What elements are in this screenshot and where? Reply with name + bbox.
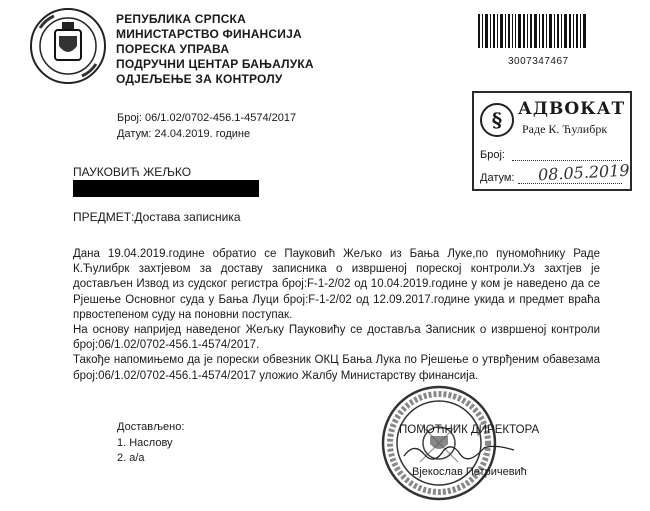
paragraph-icon: §	[480, 103, 514, 137]
body-paragraph-request: Дана 19.04.2019.године обратио се Пауковић Жељко из Бања Луке,по пуномоћнику Раде К.Ћулибрк захтјевом за доставу записника о извршеној пореској контроли.Уз захтјев је достављен Извод из судског регистра број:F-1-2/02 од 10.04.2019.године у ком је наведено да се Рјешење Основног суда у Бања Луци број:F-1-2/02 од 12.09.2017.године укида и предмет враћа првостепеном суду на поновни поступак.	[73, 248, 600, 321]
stamp-lawyer-name: Раде К. Ћулибрк	[522, 122, 608, 136]
stamp-datum-line	[518, 183, 622, 184]
body-paragraph-appeal: Такође напомињемо да је порески обвезник ОКЦ Бања Лука по Рјешење о утврђеним обавезама број:06/1.02/0702-456.1-4574/2017 уложио Жалбу Министарству финансија.	[73, 354, 600, 382]
header-line-regional-center: ПОДРУЧНИ ЦЕНТАР БАЊАЛУКА	[116, 57, 314, 71]
redacted-address	[73, 180, 259, 197]
header-line-tax-administration: ПОРЕСКА УПРАВА	[116, 42, 230, 56]
stamp-datum-handwritten: 08.05.2019	[537, 160, 631, 185]
stamp-title: АДВОКАТ	[518, 99, 626, 119]
reference-number: Број: 06/1.02/0702-456.1-4574/2017	[117, 112, 297, 124]
barcode-icon	[478, 14, 588, 48]
letter-body	[73, 247, 600, 384]
reference-date: Датум: 24.04.2019. године	[117, 128, 251, 140]
header-line-department: ОДЈЕЉЕЊЕ ЗА КОНТРОЛУ	[116, 72, 283, 86]
stamp-broj-label: Број:	[480, 149, 505, 161]
delivery-item-1: 1. Наслову	[117, 437, 173, 449]
body-paragraph-delivery: На основу напријед наведеног Жељку Пауковићу се доставља Записник о извршеној контроли број:06/1.02/0702-456.1-4574/2017.	[73, 324, 600, 352]
recipient-name: ПАУКОВИЋ ЖЕЉКО	[73, 165, 192, 179]
stamp-datum-label: Датум:	[480, 172, 515, 184]
handwritten-signature-icon	[400, 440, 520, 462]
barcode-number: 3007347467	[508, 56, 569, 67]
institution-header	[116, 12, 314, 87]
header-line-ministry: МИНИСТАРСТВО ФИНАНСИЈА	[116, 27, 302, 41]
subject-line: ПРЕДМЕТ:Достава записника	[73, 210, 241, 224]
signature-title: ПОМОЋНИК ДИРЕКТОРА	[399, 424, 540, 436]
delivery-heading: Достављено:	[117, 421, 185, 433]
lawyer-stamp	[472, 91, 632, 191]
emblem-icon	[28, 6, 108, 86]
signature-name: Вјекослав Петричевић	[412, 466, 527, 478]
header-line-republic: РЕПУБЛИКА СРПСКА	[116, 12, 246, 26]
coat-of-arms-emblem	[28, 6, 108, 86]
delivery-item-2: 2. а/а	[117, 452, 145, 464]
barcode	[478, 14, 588, 48]
signature-scribble	[400, 440, 520, 462]
